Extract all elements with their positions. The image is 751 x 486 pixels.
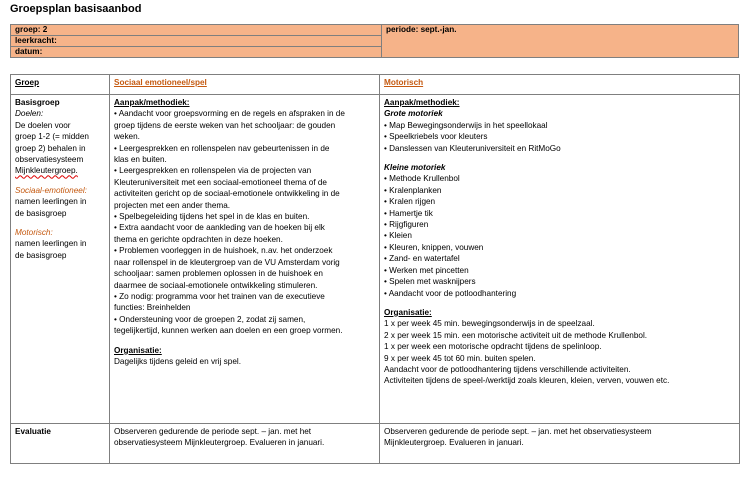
list-item: schooljaar: samen problemen oplossen in de huishoek en <box>114 269 323 279</box>
list-item: • Kralen rijgen <box>384 197 436 207</box>
list-item: • Kralenplanken <box>384 185 442 195</box>
list-item: tegelijkertijd, kunnen werken aan doelen en een groep vormen. <box>114 326 343 336</box>
list-item: naar rollenspel in de kleutergroep van de VU Amsterdam vorig <box>114 257 340 267</box>
motorisch-line: de basisgroep <box>15 250 67 260</box>
list-item: • Problemen voorleggen in de huishoek, n.av. het onderzoek <box>114 246 333 256</box>
organisatie-heading: Organisatie: <box>114 345 162 355</box>
evaluatie-line: Observeren gedurende de periode sept. – jan. met het <box>114 427 312 436</box>
evaluatie-motorisch-cell <box>380 424 740 464</box>
doelen-line: De doelen voor <box>15 120 71 130</box>
doelen-line: observatiesysteem <box>15 155 84 165</box>
list-item: • Spelen met wasknijpers <box>384 277 476 287</box>
list-item: thema en gerichte opdrachten in deze hoeken. <box>114 234 283 244</box>
list-item: • Hamertje tik <box>384 208 433 218</box>
evaluatie-sociaal-cell <box>110 424 380 464</box>
list-item: 9 x per week 45 tot 60 min. buiten spelen. <box>384 353 536 363</box>
list-item: • Zo nodig: programma voor het trainen van de executieve <box>114 291 325 301</box>
list-item: 1 x per week 45 min. bewegingsonderwijs in de speelzaal. <box>384 319 595 329</box>
list-item: • Methode Krullenbol <box>384 174 460 184</box>
kleine-motoriek-heading: Kleine motoriek <box>384 163 446 173</box>
list-item: daarmee de sociaal-emotionele ontwikkeling stimuleren. <box>114 280 318 290</box>
list-item: • Zand- en watertafel <box>384 254 460 264</box>
sociaal-aanpak-list <box>114 108 375 336</box>
datum-field: datum: <box>11 47 382 58</box>
organisatie-text: Dagelijks tijdens geleid en vrij spel. <box>114 356 241 366</box>
basisgroep-label: Basisgroep <box>15 98 60 107</box>
aanpak-heading: Aanpak/methodiek: <box>114 98 190 107</box>
list-item: • Map Bewegingsonderwijs in het speellokaal <box>384 120 548 130</box>
grote-motoriek-heading: Grote motoriek <box>384 109 443 119</box>
column-header-row <box>11 75 740 95</box>
organisatie-list <box>384 318 735 386</box>
periode-field: periode: sept.-jan. <box>382 25 739 58</box>
sociaal-line: namen leerlingen in <box>15 197 87 207</box>
list-item: • Extra aandacht voor de aankleding van de hoeken bij elk <box>114 223 325 233</box>
evaluatie-line: Mijnkleutergroep. Evalueren in januari. <box>384 438 524 448</box>
list-item: Activiteiten tijdens de speel-/werktijd zoals kleuren, kleien, verven, vouwen etc. <box>384 376 670 386</box>
col-sociaal-heading: Sociaal emotioneel/spel <box>114 78 207 87</box>
list-item: Kleuteruniversiteit met een sociaal-emotioneel thema of de <box>114 177 327 187</box>
motorisch-label: Motorisch: <box>15 228 53 238</box>
list-item: 1 x per week een motorische opdracht tijdens de spelinloop. <box>384 342 602 352</box>
evaluatie-line: observatiesysteem Mijnkleutergroep. Evalueren in januari. <box>114 438 325 448</box>
sociaal-cell <box>110 95 380 424</box>
doelen-line: Mijnkleutergroep. <box>15 166 78 176</box>
basisgroep-row <box>11 95 740 424</box>
list-item: • Leergesprekken en rollenspelen nav gebeurtenissen in de <box>114 143 330 153</box>
list-item: • Aandacht voor de potloodhantering <box>384 288 517 298</box>
list-item: klas en buiten. <box>114 155 167 165</box>
list-item: • Kleien <box>384 231 412 241</box>
col-motorisch-heading: Motorisch <box>384 78 424 87</box>
list-item: weken. <box>114 132 140 142</box>
doelen-label: Doelen: <box>15 109 44 119</box>
list-item: 2 x per week 15 min. een motorische activiteit uit de methode Krullenbol. <box>384 330 648 340</box>
evaluatie-row <box>11 424 740 464</box>
list-item: functies: Breinhelden <box>114 303 191 313</box>
motorisch-line: namen leerlingen in <box>15 239 87 249</box>
list-item: activiteiten gericht op de sociaal-emotionele ontwikkeling in de <box>114 189 340 199</box>
organisatie-heading: Organisatie: <box>384 307 432 317</box>
basisgroep-cell <box>11 95 110 424</box>
grote-motoriek-list <box>384 120 735 154</box>
motorisch-cell <box>380 95 740 424</box>
kleine-motoriek-list <box>384 173 735 298</box>
list-item: • Ondersteuning voor de groepen 2, zodat zij samen, <box>114 314 306 324</box>
doelen-line: groep 1-2 (= midden <box>15 132 89 142</box>
list-item: • Kleuren, knippen, vouwen <box>384 242 484 252</box>
groep-field: groep: 2 <box>11 25 382 36</box>
list-item: Aandacht voor de potloodhantering tijdens verschillende activiteiten. <box>384 364 631 374</box>
sociaal-label: Sociaal-emotioneel: <box>15 185 87 195</box>
list-item: • Danslessen van Kleuteruniversiteit en RitMoGo <box>384 143 561 153</box>
list-item: groep tijdens de eerste weken van het schooljaar: de gouden <box>114 120 336 130</box>
list-item: • Speelkriebels voor kleuters <box>384 132 488 142</box>
list-item: • Spelbegeleiding tijdens het spel in de klas en buiten. <box>114 212 310 222</box>
aanpak-heading: Aanpak/methodiek: <box>384 98 460 107</box>
doelen-line: groep 2) behalen in <box>15 143 86 153</box>
col-groep-heading: Groep <box>15 78 40 87</box>
header-table <box>10 24 739 58</box>
list-item: • Aandacht voor groepsvorming en de regels en afspraken in de <box>114 109 345 119</box>
evaluatie-label: Evaluatie <box>15 427 51 436</box>
list-item: • Rijgfiguren <box>384 220 429 230</box>
page-title: Groepsplan basisaanbod <box>10 3 142 15</box>
evaluatie-line: Observeren gedurende de periode sept. – jan. met het observatiesysteem <box>384 427 652 436</box>
list-item: projecten met een ander thema. <box>114 200 231 210</box>
plan-table <box>10 74 740 464</box>
list-item: • Leergesprekken en rollenspelen via de projecten van <box>114 166 312 176</box>
list-item: • Werken met pincetten <box>384 265 469 275</box>
sociaal-line: de basisgroep <box>15 208 67 218</box>
leerkracht-field: leerkracht: <box>11 36 382 47</box>
